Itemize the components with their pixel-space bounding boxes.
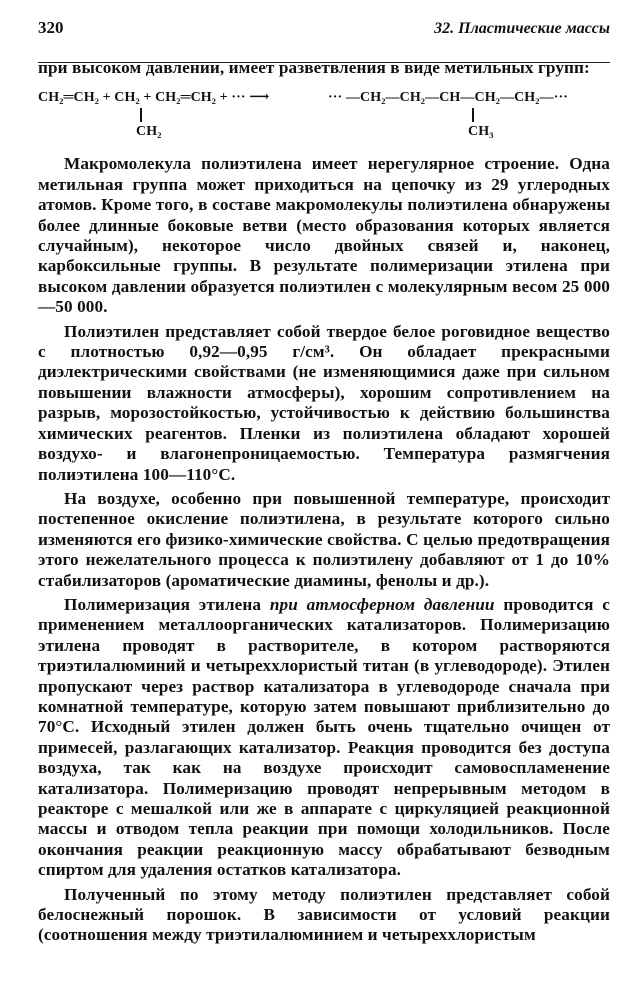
paragraph4-start: Полимеризация этилена: [64, 594, 270, 614]
page-header: [38, 18, 610, 58]
paragraph-atmospheric-polymerization: [38, 595, 610, 881]
page-body: [38, 58, 610, 946]
formula-left-branch: CH₂: [136, 124, 162, 140]
page-number: 320: [38, 18, 64, 37]
formula-left-bond: [140, 108, 142, 122]
paragraph-properties: Полиэтилен представляет собой твердое белое роговидное вещество с плотностью 0,92—0,95 г/см³. Он обладает прекрасными диэлектрическими свойствами (не изменяющимися даже при сильном повышении влажности атмосферы), хорошим сопротивлением на разрыв, морозостойкостью, устойчивостью к действию большинства химических реагентов. Пленки из полиэтилена обладают хорошей воздухо- и влагонепроницаемостью. Температура размягчения полиэтилена 100—110°С.: [38, 321, 610, 484]
formula-right-branch: CH₃: [468, 124, 494, 140]
intro-paragraph: при высоком давлении, имеет разветвления в виде метильных групп:: [38, 58, 590, 77]
section-title: 32. Пластические массы: [434, 20, 610, 37]
formula-right: ··· —CH₂—CH₂—CH—CH₂—CH₂—···: [328, 90, 569, 106]
reaction-formula: [38, 84, 610, 140]
paragraph4-rest: проводится с применением металлоорганических катализаторов. Полимеризацию этилена проводят в растворителе, в котором растворяются триэтилалюминий и четыреххлористый титан (в углеводороде). Этилен пропускают через раствор катализатора в углеводороде сначала при комнатной температуре, которую затем повышают приблизительно до 70°С. Исходный этилен должен быть очень тщательно очищен от примесей, разлагающих катализатор. Реакция проводится без доступа воздуха, так как на воздухе происходит самовоспламенение катализатора. Полимеризацию проводят непрерывным методом в реакторе с мешалкой или же в аппарате с циркуляцией реакционной массы и отводом тепла реакции при помощи холодильников. После окончания реакции реакционную массу обрабатывают безводным спиртом для удаления остатков катализатора.: [38, 594, 610, 880]
paragraph-oxidation: На воздухе, особенно при повышенной температуре, происходит постепенное окисление полиэтилена, в результате которого сильно изменяются его физико-химические свойства. С целью предотвращения этого нежелательного процесса к полиэтилену добавляют от 1 до 10% стабилизаторов (ароматические диамины, фенолы и др.).: [38, 488, 610, 590]
paragraph-product: Полученный по этому методу полиэтилен представляет собой белоснежный порошок. В зависимости от условий реакции (соотношения между триэтилалюминием и четыреххлористым: [38, 884, 610, 945]
paragraph-structure: Макромолекула полиэтилена имеет нерегулярное строение. Одна метильная группа может приходиться на цепочку из 29 углеродных атомов. Кроме того, в составе макромолекулы полиэтилена обнаружены более длинные боковые ветви (место образования которых является случайным), некоторое число двойных связей и, наконец, карбоксильные группы. В результате полимеризации этилена при высоком давлении образуется полиэтилен с молекулярным весом 25 000—50 000.: [38, 154, 610, 317]
formula-left: CH₂═CH₂ + CH₂ + CH₂═CH₂ + ··· ⟶: [38, 90, 270, 106]
header-rule: [38, 62, 610, 63]
paragraph4-emphasis: при атмосферном давлении: [269, 594, 495, 614]
formula-right-bond: [472, 108, 474, 122]
